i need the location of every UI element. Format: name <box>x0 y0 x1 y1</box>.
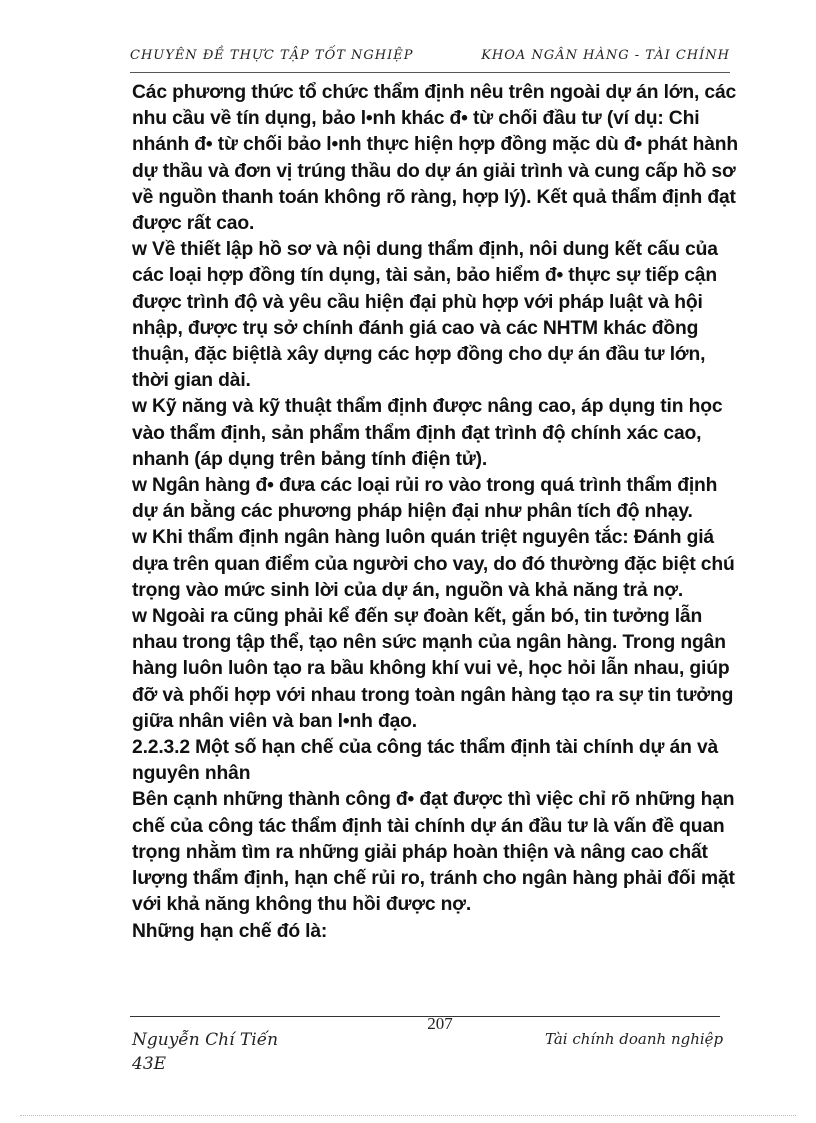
page-header <box>130 44 730 68</box>
footer-author-name: Nguyễn Chí Tiến <box>132 1030 279 1050</box>
header-left-text: CHUYÊN ĐỀ THỰC TẬP TỐT NGHIỆP <box>130 48 414 63</box>
paragraph-2: w Về thiết lập hồ sơ và nội dung thẩm định, nôi dung kết cấu của các loại hợp đồng tín dụng, tài sản, bảo hiểm đ• thực sự tiếp cận được trình độ và yêu cầu hiện đại phù hợp với pháp luật và hội nhập, được trụ sở chính đánh giá cao và các NHTM khác đồng thuận, đặc biệtlà xây dựng các hợp đồng cho dự án đầu tư lớn, thời gian dài. <box>132 239 718 392</box>
header-divider <box>130 72 730 73</box>
paragraph-5: w Khi thẩm định ngân hàng luôn quán triệt nguyên tắc: Đánh giá dựa trên quan điểm của người cho vay, do đó thường đặc biệt chú trọng vào mức sinh lời của dự án, nguồn và khả năng trả nợ. <box>132 527 735 601</box>
header-right-text: KHOA NGÂN HÀNG - TÀI CHÍNH <box>481 48 730 63</box>
section-heading: 2.2.3.2 Một số hạn chế của công tác thẩm định tài chính dự án và nguyên nhân <box>132 737 719 785</box>
footer-author <box>132 1028 278 1076</box>
paragraph-1: Các phương thức tổ chức thẩm định nêu trên ngoài dự án lớn, các nhu cầu về tín dụng, bảo l•nh khác đ• từ chối đầu tư (ví dụ: Chi nhánh đ• từ chối bảo l•nh thực hiện hợp đồng mặc dù đ• phát hành dự thầu và đơn vị trúng thầu do dự án giải trình và cung cấp hồ sơ về nguồn thanh toán không rõ ràng, hợp lý). Kết quả thẩm định đạt được rất cao. <box>132 82 739 235</box>
paragraph-4: w Ngân hàng đ• đưa các loại rủi ro vào trong quá trình thẩm định dự án bằng các phương pháp hiện đại như phân tích độ nhạy. <box>132 475 718 523</box>
page-edge-divider <box>20 1115 796 1116</box>
footer-subject: Tài chính doanh nghiệp <box>545 1030 724 1048</box>
paragraph-8: Những hạn chế đó là: <box>132 920 328 942</box>
paragraph-3: w Kỹ năng và kỹ thuật thẩm định được nâng cao, áp dụng tin học vào thẩm định, sản phẩm thẩm định đạt trình độ chính xác cao, nhanh (áp dụng trên bảng tính điện tử). <box>132 396 723 470</box>
footer-author-class: 43E <box>132 1054 167 1074</box>
body-text <box>132 80 744 945</box>
page-number: 207 <box>427 1014 453 1033</box>
paragraph-7: Bên cạnh những thành công đ• đạt được thì việc chỉ rõ những hạn chế của công tác thẩm định tài chính dự án đầu tư là vấn đề quan trọng nhằm tìm ra những giải pháp hoàn thiện và nâng cao chất lượng thẩm định, hạn chế rủi ro, tránh cho ngân hàng phải đối mặt với khả năng không thu hồi được nợ. <box>132 789 735 916</box>
paragraph-6: w Ngoài ra cũng phải kể đến sự đoàn kết, gắn bó, tin tưởng lẫn nhau trong tập thể, tạo nên sức mạnh của ngân hàng. Trong ngân hàng luôn luôn tạo ra bầu không khí vui vẻ, học hỏi lẫn nhau, giúp đỡ và phối hợp với nhau trong toàn ngân hàng tạo ra sự tin tưởng giữa nhân viên và ban l•nh đạo. <box>132 606 734 732</box>
